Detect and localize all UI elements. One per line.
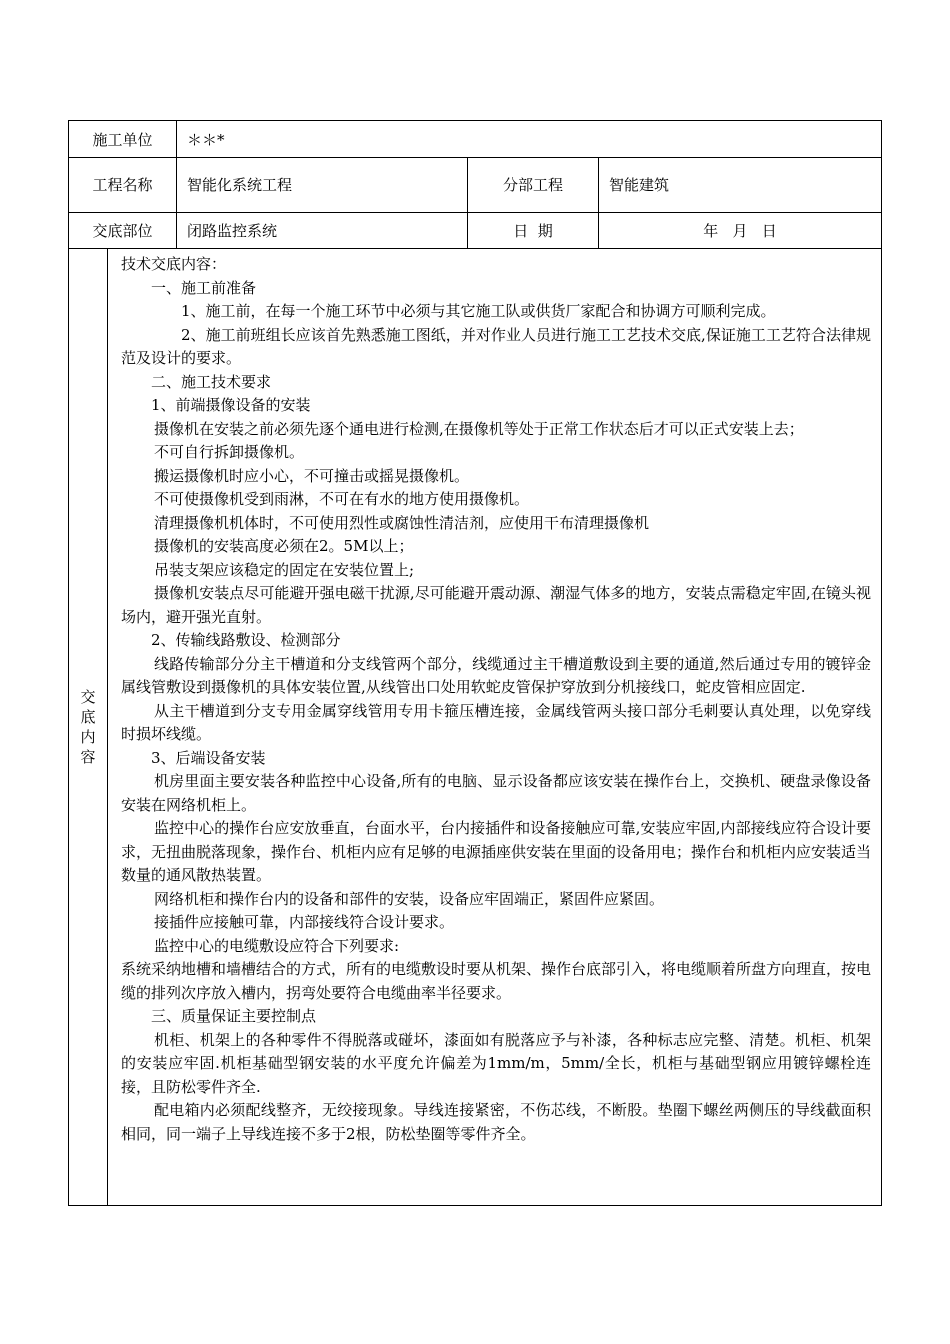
project-label: 工程名称 (69, 157, 177, 212)
content-paragraph: 不可自行拆卸摄像机。 (154, 443, 305, 461)
content-paragraph: 机柜、机架上的各种零件不得脱落或碰坏，漆面如有脱落应予与补漆，各种标志应完整、清楚。机柜、机架的安装应牢固.机柜基础型钢安装的水平度允许偏差为1mm/m，5mm/全长，机柜与基础型钢应用镀锌螺栓连接，且防松零件齐全. (121, 1030, 871, 1096)
content-paragraph: 摄像机在安装之前必须先逐个通电进行检测,在摄像机等处于正常工作状态后才可以正式安装上去； (154, 419, 804, 438)
content-paragraph: 二、施工技术要求 (151, 372, 272, 391)
content-paragraph: 1、施工前，在每一个施工环节中必须与其它施工队或供货厂家配合和协调方可顺利完成。 (181, 302, 776, 320)
content-paragraph: 线路传输部分分主干槽道和分支线管两个部分，线缆通过主干槽道敷设到主要的通道,然后通过专用的镀锌金属线管敷设到摄像机的具体安装位置,从线管出口处用软蛇皮管保护穿放到分机接线口，蛇皮管相应固定. (121, 654, 871, 696)
content-paragraph: 一、施工前准备 (151, 278, 257, 297)
part-value: 闭路监控系统 (177, 212, 468, 248)
content-paragraphs (121, 277, 871, 1147)
content-paragraph: 2、施工前班组长应该首先熟悉施工图纸，并对作业人员进行施工工艺技术交底,保证施工工艺符合法律规范及设计的要求。 (121, 325, 871, 367)
disclosure-table (68, 120, 882, 1206)
content-paragraph: 不可使摄像机受到雨淋，不可在有水的地方使用摄像机。 (154, 490, 530, 508)
content-paragraph: 摄像机的安装高度必须在2。5M以上； (154, 537, 414, 555)
row-project (69, 157, 881, 213)
content-paragraph: 监控中心的电缆敷设应符合下列要求: (154, 936, 400, 955)
content-paragraph: 清理摄像机机体时，不可使用烈性或腐蚀性清洁剂，应使用干布清理摄像机 (154, 513, 650, 532)
content-side-label (69, 249, 108, 1205)
content-body (107, 249, 881, 1205)
content-side-label-text: 交底内容 (80, 688, 96, 766)
content-title: 技术交底内容： (121, 255, 227, 273)
content-paragraph: 2、传输线路敷设、检测部分 (151, 631, 341, 649)
row-construction-unit (69, 121, 881, 158)
row-part (69, 212, 881, 249)
unit-value: ＊＊* (187, 130, 225, 149)
content-paragraph: 摄像机安装点尽可能避开强电磁干扰源,尽可能避开震动源、潮湿气体多的地方，安装点需稳定牢固,在镜头视场内，避开强光直射。 (121, 584, 871, 626)
date-label: 日 期 (468, 212, 599, 248)
content-paragraph: 3、后端设备安装 (151, 748, 266, 767)
unit-label: 施工单位 (69, 121, 177, 157)
content-paragraph: 监控中心的操作台应安放垂直，台面水平，台内接插件和设备接触应可靠,安装应牢固,内部接线应符合设计要求，无扭曲脱落现象，操作台、机柜内应有足够的电源插座供安装在里面的设备用电；操作台和机柜内应安装适当数量的通风散热装置。 (121, 819, 872, 884)
content-paragraph: 网络机柜和操作台内的设备和部件的安装，设备应牢固端正，紧固件应紧固。 (154, 889, 665, 908)
part-label: 交底部位 (69, 212, 177, 248)
content-paragraph: 搬运摄像机时应小心，不可撞击或摇晃摄像机。 (154, 466, 470, 485)
content-paragraph: 三、质量保证主要控制点 (151, 1007, 317, 1025)
content-paragraph: 吊装支架应该稳定的固定在安装位置上; (154, 560, 415, 579)
content-section (69, 249, 881, 1205)
subproject-label: 分部工程 (468, 157, 599, 212)
content-paragraph: 配电箱内必须配线整齐，无绞接现象。导线连接紧密，不伤芯线，不断股。垫圈下螺丝两侧压的导线截面积相同，同一端子上导线连接不多于2根，防松垫圈等零件齐全。 (121, 1101, 871, 1143)
content-paragraph: 系统采纳地槽和墙槽结合的方式，所有的电缆敷设时要从机架、操作台底部引入，将电缆顺着所盘方向理直，按电缆的排列次序放入槽内，拐弯处要符合电缆曲率半径要求。 (121, 960, 872, 1002)
content-paragraph: 从主干槽道到分支专用金属穿线管用专用卡箍压槽连接，金属线管两头接口部分毛刺要认真处理，以免穿线时损坏线缆。 (121, 701, 871, 743)
subproject-value: 智能建筑 (609, 176, 670, 194)
content-paragraph: 机房里面主要安装各种监控中心设备,所有的电脑、显示设备都应该安装在操作台上，交换机、硬盘录像设备安装在网络机柜上。 (121, 772, 871, 814)
content-paragraph: 接插件应接触可靠，内部接线符合设计要求。 (154, 913, 455, 931)
project-value: 智能化系统工程 (177, 157, 468, 212)
date-value: 年 月 日 (703, 221, 777, 240)
content-paragraph: 1、前端摄像设备的安装 (151, 396, 311, 414)
